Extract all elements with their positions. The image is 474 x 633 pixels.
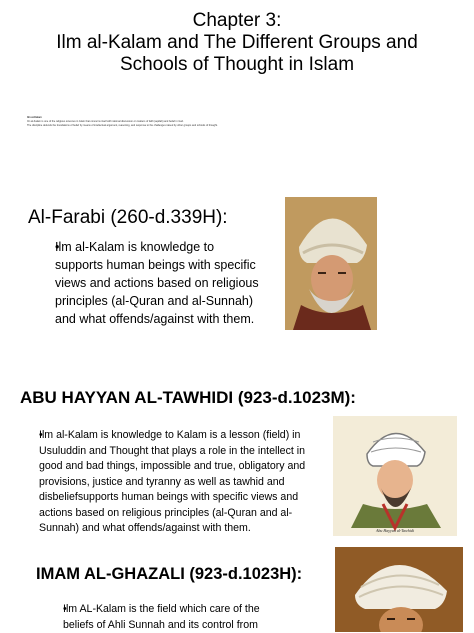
bullet-list-al-farabi — [40, 238, 262, 328]
bullet-text: Ilm al-Kalam is knowledge to Kalam is a lesson (field) in Usuluddin and Thought that plays a role in the intellect in good and bad things, impossible and true, obligatory and provisions, justice and tyranny as well as tawhid and disbeliefsupports human beings with specific views and actions based on religious principles (al-Quran and al-Sunnah) and what offends/against with them. — [39, 429, 306, 534]
title-line-3: Schools of Thought in Islam — [119, 54, 355, 75]
bullet-list-al-tawhidi — [20, 428, 320, 537]
intro-line-2: The discipline defends the foundations of belief by means of intellectual argument, reasoning, and response to the challenges raised by other groups and schools of thought. — [27, 124, 218, 127]
bullet-al-ghazali — [48, 602, 286, 633]
section-heading-al-ghazali: IMAM AL-GHAZALI (923-d.1023H): — [36, 565, 303, 583]
bullet-list-al-ghazali — [48, 602, 286, 633]
portrait-caption-al-tawhidi: Abu Hayyan al-Tawhidi — [375, 528, 415, 533]
intro-line-1: Ilm al-Kalam is one of the religious sciences in Islam that concerns itself with rational discussion on matters of faith (aqidah) and belief in God. — [27, 120, 184, 123]
scholar-portrait-al-tawhidi-icon — [333, 416, 457, 536]
portrait-al-tawhidi — [333, 416, 457, 536]
portrait-al-farabi — [285, 197, 377, 330]
bullet-text: Ilm al-Kalam is knowledge to supports human beings with specific views and actions based on religious principles (al-Quran and al-Sunnah) and what offends/against with them. — [55, 240, 259, 326]
bullet-al-farabi — [40, 238, 262, 328]
section-heading-al-tawhidi: ABU HAYYAN AL-TAWHIDI (923-d.1023M): — [20, 388, 356, 407]
section-heading-al-farabi: Al-Farabi (260-d.339H): — [28, 207, 228, 228]
title-line-1: Chapter 3: — [192, 10, 282, 31]
scholar-portrait-al-ghazali-icon — [335, 547, 463, 632]
bullet-text: Ilm AL-Kalam is the field which care of the beliefs of Ahli Sunnah and its control from — [63, 603, 260, 631]
page-title — [0, 10, 474, 76]
intro-heading: Ilm al-Kalam — [27, 116, 42, 119]
title-line-2: Ilm al-Kalam and The Different Groups and — [56, 32, 418, 53]
scholar-portrait-al-farabi-icon — [285, 197, 377, 330]
portrait-al-ghazali — [335, 547, 463, 632]
bullet-al-tawhidi — [20, 428, 320, 537]
